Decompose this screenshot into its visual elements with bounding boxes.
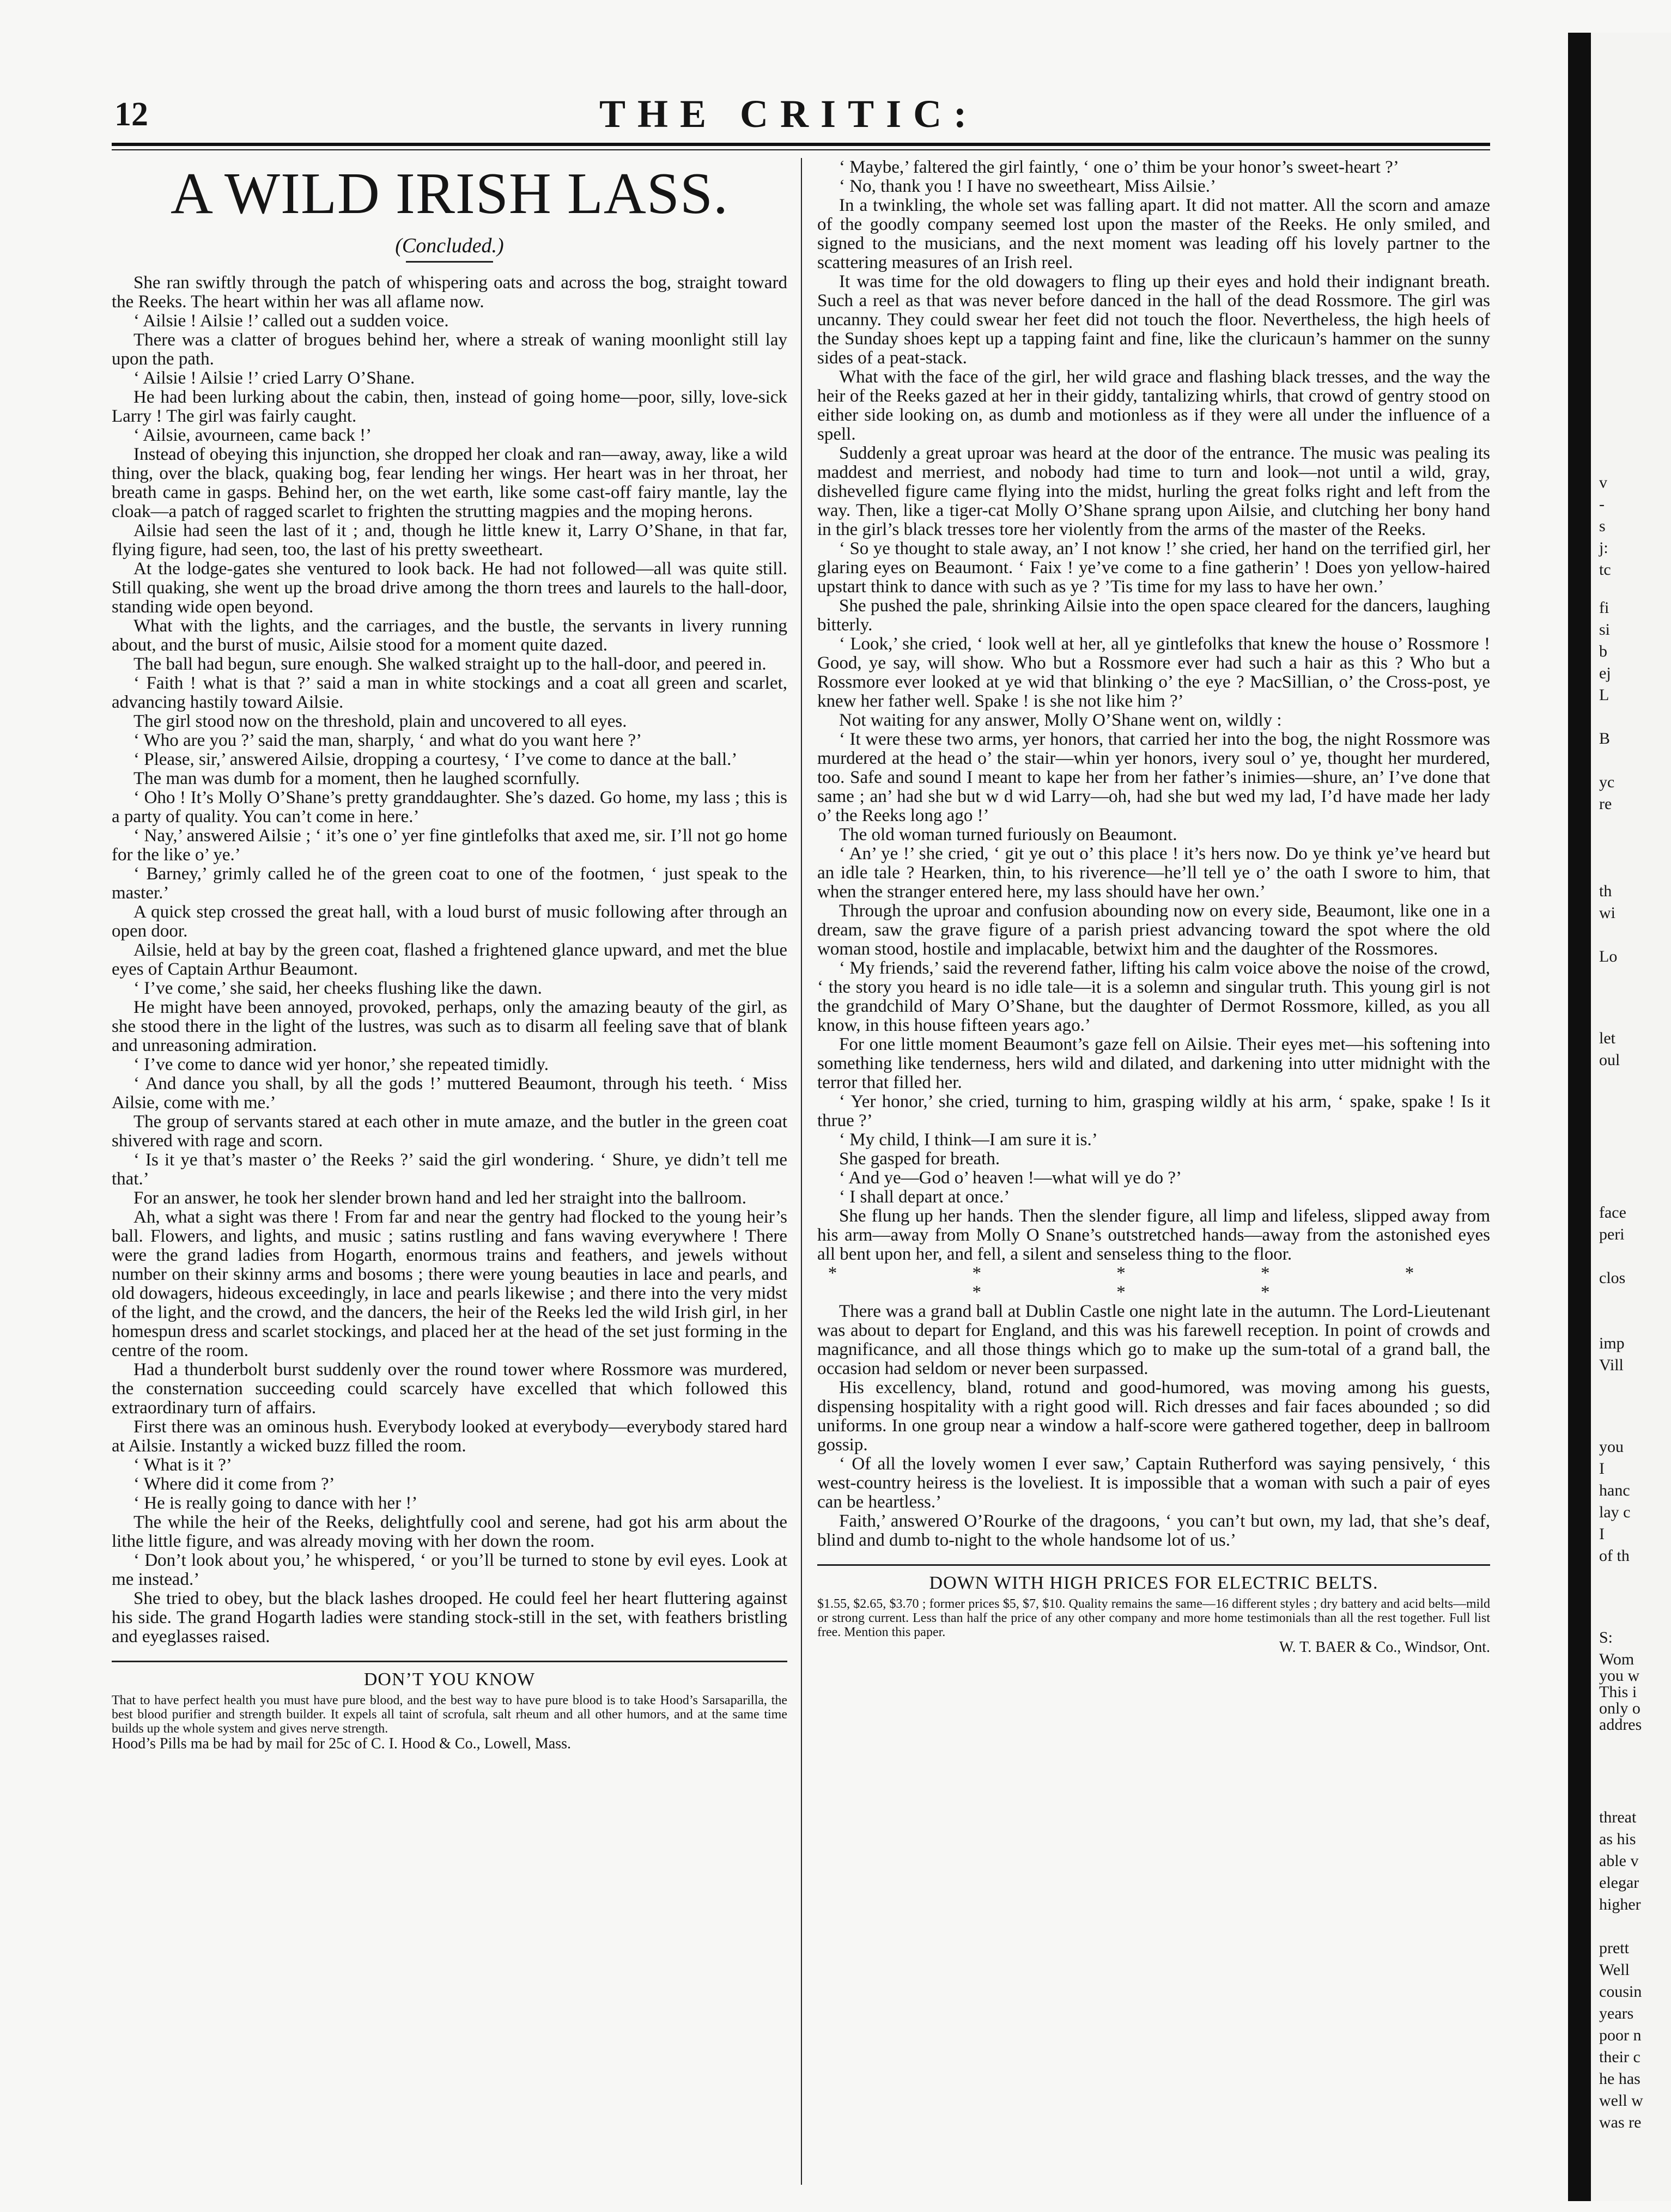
story-paragraph: ‘ My friends,’ said the reverend father, lifting his calm voice above the noise of the crowd, ‘ the story you heard is no idle tale—it is a solemn and singular truth. This young girl is not the grandchild of Mary O’Shane, but the daughter of Dermot Rossmore, killed, as you all know, in this house fifteen years ago.’ [817, 958, 1490, 1035]
story-paragraph: She ran swiftly through the patch of whispering oats and across the bog, straight toward the Reeks. The heart within her was all aflame now. [112, 273, 787, 312]
story-paragraph: His excellency, bland, rotund and good-humored, was moving among his guests, dispensing hospitality with a right good will. Rich dresses and fair faces abounded ; so did uniforms. In one group near a window a half-score were gathered together, deep in ballroom gossip. [817, 1378, 1490, 1455]
adjacent-page-fragment: L [1599, 686, 1609, 704]
right-column [817, 158, 1490, 1656]
story-paragraph: ‘ I’ve come to dance wid yer honor,’ she repeated timidly. [133, 1055, 549, 1074]
ad-rule [112, 1661, 787, 1662]
story-paragraph: ‘ And dance you shall, by all the gods !’ muttered Beaumont, through his teeth. ‘ Miss Ailsie, come with me.’ [112, 1074, 787, 1113]
story-paragraph: ‘ Ailsie, avourneen, came back !’ [133, 426, 372, 445]
adjacent-page-fragment: th [1599, 882, 1612, 900]
story-paragraph: The while the heir of the Reeks, delightfully cool and serene, had got his arm about the lithe little figure, and was already moving with her down the room. [112, 1512, 787, 1551]
story-paragraph: She tried to obey, but the black lashes drooped. He could feel her heart fluttering against his side. The grand Hogarth ladies were standing stock-still in the set, with feathers bristling and eyeglasses raised. [112, 1589, 787, 1646]
ad-signature-hoods: Hood’s Pills ma be had by mail for 25c of C. I. Hood & Co., Lowell, Mass. [112, 1735, 572, 1752]
adjacent-page-fragment: addres [1599, 1716, 1642, 1734]
story-paragraph: ‘ So ye thought to stale away, an’ I not know !’ she cried, her hand on the terrified girl, her glaring eyes on Beaumont. ‘ Faix ! ye’ve come to a fine gatherin’ ! Does yon yellow-haired upstart think to dance with such as ye ? ’Tis time for my lass to have her own.’ [817, 539, 1490, 597]
story-paragraph: ‘ Don’t look about you,’ he whispered, ‘ or you’ll be turned to stone by evil eyes. Look at me instead.’ [112, 1551, 787, 1589]
adjacent-page-fragment: cousin [1599, 1983, 1642, 2001]
adjacent-page-fragment: re [1599, 795, 1612, 813]
adjacent-page-fragment: Lo [1599, 947, 1618, 965]
ad-rule [817, 1564, 1490, 1566]
page-gutter-shadow [1568, 33, 1591, 2201]
story-paragraph: The ball had begun, sure enough. She walked straight up to the hall-door, and peered in. [133, 654, 767, 674]
story-paragraph: A quick step crossed the great hall, with a loud burst of music following after through an open door. [112, 902, 787, 941]
story-title: A WILD IRISH LASS. [170, 161, 729, 226]
adjacent-page-fragment: I [1599, 1525, 1605, 1543]
adjacent-page-fragment: you [1599, 1438, 1624, 1456]
adjacent-page-fragment: face [1599, 1204, 1626, 1222]
adjacent-page-fragment: This i [1599, 1683, 1637, 1701]
page-number: 12 [114, 96, 148, 133]
story-paragraph: Ah, what a sight was there ! From far and near the gentry had flocked to the young heir’s ball. Flowers, and lights, and music ; satins rustling and fans waving everywhere ! There were the grand ladies from Hogarth, enormous trains and feathers, and jewels without number on their skinny arms and bosoms ; there were young beauties in lace and pearls, and old dowagers, hideous exceedingly, in lace and pearls likewise ; and there into the very midst of the light, and the crowd, and the dancers, the heir of the Reeks led the wild Irish girl, in her homespun dress and scarlet stockings, and placed her at the head of the set just forming in the centre of the room. [112, 1207, 787, 1360]
adjacent-page-fragment: higher [1599, 1895, 1641, 1913]
adjacent-page-fragment: wi [1599, 904, 1615, 922]
adjacent-page-fragment: ej [1599, 664, 1611, 682]
adjacent-page-fragment: you w [1599, 1667, 1640, 1685]
story-paragraph: Ailsie had seen the last of it ; and, though he little knew it, Larry O’Shane, in that far, flying figure, had seen, too, the last of his pretty sweetheart. [112, 521, 787, 560]
story-paragraph: ‘ Oho ! It’s Molly O’Shane’s pretty granddaughter. She’s dazed. Go home, my lass ; this is a party of quality. You can’t come in here.’ [112, 788, 787, 827]
story-paragraph: For an answer, he took her slender brown hand and led her straight into the ballroom. [133, 1188, 746, 1208]
adjacent-page-fragment: able v [1599, 1852, 1639, 1870]
adjacent-page-fragment: oul [1599, 1051, 1620, 1069]
adjacent-page-fragment: B [1599, 730, 1611, 748]
adjacent-page-fragment: peri [1599, 1225, 1625, 1243]
story-paragraph: There was a clatter of brogues behind her, where a streak of waning moonlight still lay upon the path. [112, 330, 787, 369]
adjacent-page-fragment: fi [1599, 599, 1609, 617]
story-paragraph: She flung up her hands. Then the slender figure, all limp and lifeless, slipped away from his arm—away from Molly O Snane’s outstretched hands—away from the astonished eyes all bent upon her, and fell, a silent and senseless thing to the floor. [817, 1206, 1490, 1264]
story-paragraph: The man was dumb for a moment, then he laughed scornfully. [133, 769, 580, 788]
story-paragraph: Had a thunderbolt burst suddenly over the round tower where Rossmore was murdered, the consternation succeeding could scarcely have excelled that which followed this extraordinary turn of affairs. [112, 1360, 787, 1418]
story-paragraph: ‘ Ailsie ! Ailsie !’ cried Larry O’Shane. [133, 368, 415, 388]
adjacent-page-fragment: he has [1599, 2070, 1640, 2088]
header-rule-thin [112, 149, 1490, 150]
story-paragraph: ‘ Of all the lovely women I ever saw,’ Captain Rutherford was saying pensively, ‘ this west-country heiress is the loveliest. It is impossible that a woman with such a pair of eyes can be heartless.’ [817, 1454, 1490, 1512]
story-paragraph: What with the face of the girl, her wild grace and flashing black tresses, and the way the heir of the Reeks gazed at her in their giddy, tantalizing whirls, that crowd of gentry stood on either side looking on, as dumb and motionless as if they were all under the influence of a spell. [817, 367, 1490, 444]
story-paragraph: Faith,’ answered O’Rourke of the dragoons, ‘ you can’t but own, my lad, that she’s deaf, blind and dumb to-night to the whole handsome lot of us.’ [817, 1511, 1490, 1550]
adjacent-page-fragment: Well [1599, 1961, 1630, 1979]
story-paragraph: ‘ An’ ye !’ she cried, ‘ git ye out o’ this place ! it’s hers now. Do ye think ye’ve heard but an idle tale ? Hearken, thin, to his riverence—he’ll tell ye o’ the oath I swore to him, that when the stranger entered here, my lass should have her own.’ [817, 844, 1490, 902]
story-paragraph: ‘ And ye—God o’ heaven !—what will ye do ?’ [839, 1168, 1182, 1188]
story-paragraph: First there was an ominous hush. Everybody looked at everybody—everybody stared hard at Ailsie. Instantly a wicked buzz filled the room. [112, 1417, 787, 1456]
ad-body-hoods: That to have perfect health you must have pure blood, and the best way to have pure blood is to take Hood’s Sarsaparilla, the best blood purifier and strength builder. It expels all taint of scrofula, salt rheum and all other humors, and at the same time builds up the whole system and gives nerve strength. [112, 1693, 787, 1736]
story-right-text [817, 158, 1490, 1264]
adjacent-page-fragment: v [1599, 473, 1607, 491]
story-paragraph: ‘ It were these two arms, yer honors, that carried her into the bog, the night Rossmore was murdered at the head o’ the stair—whin yer honors, ivery soul o’ ye, thought her murdered, too. Safe and sound I meant to kape her from her father’s inimies—shure, an’ I’ve done that same ; an’ had she but w d wid Larry—oh, had she but wed my lad, I’d have made her lady o’ the Reeks long ago !’ [817, 730, 1490, 825]
adjacent-page-fragment: lay c [1599, 1503, 1631, 1521]
story-paragraph: ‘ Faith ! what is that ?’ said a man in white stockings and a coat all green and scarlet, advancing hastily toward Ailsie. [112, 673, 787, 712]
story-after-text [817, 1302, 1490, 1550]
adjacent-page-fragment: Vill [1599, 1356, 1624, 1374]
story-paragraph: ‘ He is really going to dance with her !’ [133, 1493, 418, 1513]
adjacent-page-fragment: si [1599, 621, 1611, 639]
story-paragraph: In a twinkling, the whole set was falling apart. It did not matter. All the scorn and amaze of the goodly company seemed lost upon the master of the Reeks. He only smiled, and signed to the musicians, and the next moment was leading off his lovely partner to the scattering measures of an Irish reel. [817, 196, 1490, 272]
story-paragraph: ‘ Nay,’ answered Ailsie ; ‘ it’s one o’ yer fine gintlefolks that axed me, sir. I’ll not go home for the like o’ ye.’ [112, 826, 787, 865]
story-paragraph: ‘ Please, sir,’ answered Ailsie, dropping a courtesy, ‘ I’ve come to dance at the ball.’ [133, 750, 738, 769]
story-paragraph: The old woman turned furiously on Beaumont. [839, 825, 1177, 844]
story-paragraph: ‘ I shall depart at once.’ [839, 1187, 1010, 1207]
story-paragraph: ‘ Barney,’ grimly called he of the green coat to one of the footmen, ‘ just speak to the master.’ [112, 864, 787, 903]
adjacent-page-fragment: tc [1599, 561, 1611, 579]
adjacent-page-fragment: imp [1599, 1334, 1625, 1352]
story-paragraph: For one little moment Beaumont’s gaze fell on Ailsie. Their eyes met—his softening into something like tenderness, hers wild and dilated, and darkening into utter midnight with the terror that filled her. [817, 1035, 1490, 1092]
adjacent-page-fragment: only o [1599, 1699, 1640, 1717]
adjacent-page-fragment: yc [1599, 773, 1615, 791]
story-paragraph: Ailsie, held at bay by the green coat, flashed a frightened glance upward, and met the blue eyes of Captain Arthur Beaumont. [112, 940, 787, 979]
masthead: THE CRITIC: [599, 92, 979, 136]
adjacent-page-fragment: s [1599, 517, 1606, 535]
story-paragraph: What with the lights, and the carriages, and the bustle, the servants in livery running about, and the burst of music, Ailsie stood for a moment quite dazed. [112, 616, 787, 655]
story-paragraph: ‘ My child, I think—I am sure it is.’ [839, 1130, 1098, 1150]
story-subtitle: (Concluded.) [395, 234, 504, 257]
story-paragraph: He had been lurking about the cabin, then, instead of going home—poor, silly, love-sick Larry ! The girl was fairly caught. [112, 387, 787, 426]
story-paragraph: He might have been annoyed, provoked, perhaps, only the amazing beauty of the girl, as she stood there in the light of the lustres, was such as to disarm all feeling save that of blank and unreasoning admiration. [112, 998, 787, 1055]
adjacent-page-fragment: poor n [1599, 2026, 1642, 2044]
story-paragraph: ‘ Look,’ she cried, ‘ look well at her, all ye gintlefolks that knew the house o’ Rossmore ! Good, ye say, will show. Who but a Rossmore ever had such a hair as this ? Who but a Rossmore ever looked at ye wid that blinking o’ the eye ? MacSillian, o’ the Cross-post, ye knew her father well. Spake ! is she not like him ?’ [817, 634, 1490, 711]
story-paragraph: ‘ Is it ye that’s master o’ the Reeks ?’ said the girl wondering. ‘ Shure, ye didn’t tell me that.’ [112, 1150, 787, 1189]
adjacent-page-fragment: well w [1599, 2092, 1643, 2110]
adjacent-page-fragment: threat [1599, 1808, 1637, 1826]
story-paragraph: She gasped for breath. [839, 1149, 1000, 1169]
story-paragraph: ‘ Who are you ?’ said the man, sharply, ‘ and what do you want here ?’ [133, 731, 642, 750]
adjacent-page-fragment: - [1599, 495, 1605, 513]
story-paragraph: It was time for the old dowagers to fling up their eyes and hold their indignant breath. Such a reel as that was never before danced in the hall of the dead Rossmore. The girl was uncanny. They could swear her feet did not touch the floor. Nevertheless, the high heels of the Sunday shoes kept up a tapping faint and fine, like the cluricaun’s hammer on the sunny sides of a peat-stack. [817, 272, 1490, 368]
story-paragraph: Instead of obeying this injunction, she dropped her cloak and ran—away, away, like a wild thing, over the black, quaking bog, fear lending her wings. Her heart was in her throat, her breath came in gasps. Behind her, on the wet earth, like some cast-off fairy mantle, lay the cloak—a patch of ragged scarlet to frighten the strutting magpies and the moping herons. [112, 445, 787, 521]
story-paragraph: ‘ Yer honor,’ she cried, turning to him, grasping wildly at his arm, ‘ spake, spake ! Is it thrue ?’ [817, 1092, 1490, 1131]
adjacent-page-fragment: hanc [1599, 1481, 1630, 1499]
adjacent-page-fragment: Wom [1599, 1650, 1634, 1668]
adjacent-page-fragment: elegar [1599, 1874, 1639, 1892]
story-paragraph: Through the uproar and confusion abounding now on every side, Beaumont, like one in a dream, saw the grave figure of a parish priest advancing toward the spot where the old woman stood, hostile and implacable, betwixt him and the daughter of the Rossmores. [817, 901, 1490, 959]
left-column [112, 158, 787, 1752]
story-paragraph: There was a grand ball at Dublin Castle one night late in the autumn. The Lord-Lieutenant was about to depart for England, and this was his farewell reception. In point of crowds and magnificance, and all those things which go to make up the sum-total of a grand ball, the occasion had seldom or never been surpassed. [817, 1302, 1490, 1378]
column-divider [801, 158, 802, 2185]
story-paragraph: ‘ Maybe,’ faltered the girl faintly, ‘ one o’ thim be your honor’s sweet-heart ?’ [839, 157, 1399, 177]
story-left-text [112, 274, 787, 1646]
section-break-stars: * * * * * * * * [828, 1263, 1480, 1302]
adjacent-page-fragment: clos [1599, 1269, 1626, 1287]
story-paragraph: ‘ What is it ?’ [133, 1455, 232, 1475]
story-paragraph: The group of servants stared at each other in mute amaze, and the butler in the green coat shivered with rage and scorn. [112, 1112, 787, 1151]
adjacent-page-fragment: let [1599, 1029, 1615, 1047]
header-rule [112, 143, 1490, 146]
adjacent-page-fragment: S: [1599, 1628, 1613, 1646]
story-paragraph: ‘ Ailsie ! Ailsie !’ called out a sudden voice. [133, 311, 449, 331]
adjacent-page-fragment: years [1599, 2004, 1634, 2022]
adjacent-page-fragment: their c [1599, 2048, 1640, 2066]
adjacent-page-fragment: as his [1599, 1830, 1636, 1848]
ad-heading-electric-belts: DOWN WITH HIGH PRICES FOR ELECTRIC BELTS. [929, 1573, 1378, 1593]
story-paragraph: The girl stood now on the threshold, plain and uncovered to all eyes. [133, 712, 627, 731]
story-paragraph: ‘ I’ve come,’ she said, her cheeks flushing like the dawn. [133, 979, 542, 998]
story-paragraph: ‘ Where did it come from ?’ [133, 1474, 335, 1494]
story-paragraph: At the lodge-gates she ventured to look back. He had not followed—all was quite still. Still quaking, she went up the broad drive among the thorn trees and laurels to the hall-door, standing wide open beyond. [112, 559, 787, 617]
adjacent-page-fragment: b [1599, 642, 1607, 660]
adjacent-page-fragment: of th [1599, 1547, 1630, 1565]
story-paragraph: ‘ No, thank you ! I have no sweetheart, Miss Ailsie.’ [839, 177, 1216, 196]
story-paragraph: Not waiting for any answer, Molly O’Shane went on, wildly : [839, 710, 1282, 730]
story-paragraph: Suddenly a great uproar was heard at the door of the entrance. The music was pealing its maddest and merriest, and nobody had time to turn and look—not until a wild, gray, dishevelled figure came flying into the midst, hurling the great folks right and left from the way. Then, like a tiger-cat Molly O’Shane sprang upon Ailsie, and clutching her bony hand in the girl’s black tresses tore her violently from the arms of the master of the Reeks. [817, 443, 1490, 539]
ad-heading-hoods: DON’T YOU KNOW [363, 1669, 536, 1690]
story-paragraph: She pushed the pale, shrinking Ailsie into the open space cleared for the dancers, laughing bitterly. [817, 596, 1490, 635]
ad-body-electric-belts: $1.55, $2.65, $3.70 ; former prices $5, $7, $10. Quality remains the same—16 different styles ; dry battery and acid belts—mild or strong current. Less than half the price of any other company and more home testimonials than all the rest together. Full list free. Mention this paper. [817, 1597, 1490, 1639]
title-rule [406, 261, 493, 263]
adjacent-page-fragment: prett [1599, 1939, 1629, 1957]
ad-signature-electric-belts: W. T. BAER & Co., Windsor, Ont. [1279, 1639, 1490, 1656]
adjacent-page-fragment: was re [1599, 2113, 1642, 2131]
adjacent-page-fragment: I [1599, 1460, 1605, 1478]
adjacent-page-fragment: j: [1599, 539, 1608, 557]
